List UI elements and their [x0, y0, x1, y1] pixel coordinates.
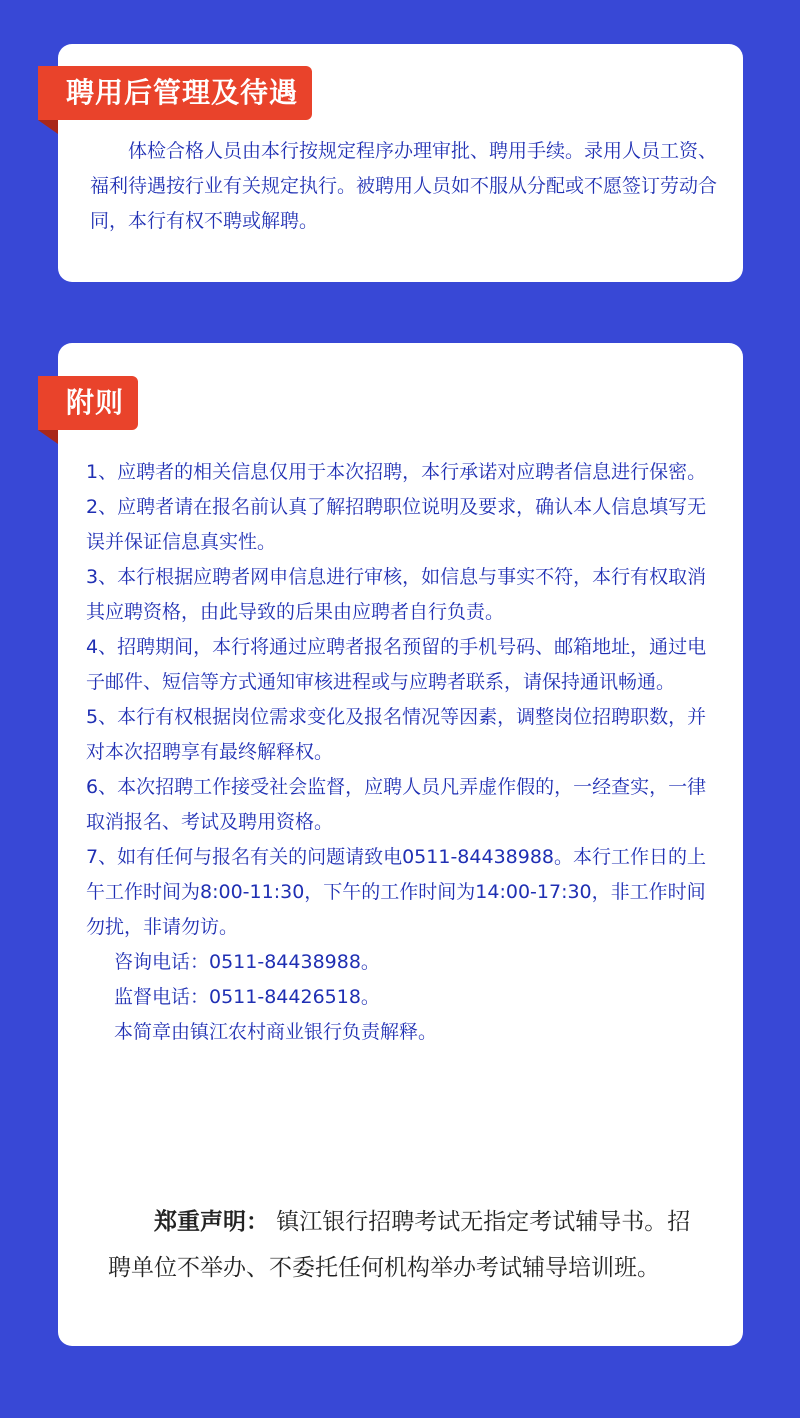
rule-item: 5、本行有权根据岗位需求变化及报名情况等因素，调整岗位招聘职数，并对本次招聘享有最终解释权。: [86, 706, 707, 763]
rules-list: [86, 455, 719, 1050]
statement-label: 郑重声明：: [154, 1208, 269, 1235]
section-title-appendix: 附则: [38, 376, 138, 430]
statement-text: 镇江银行招聘考试无指定考试辅导书。招聘单位不举办、不委托任何机构举办考试辅导培训班。: [108, 1209, 691, 1281]
consult-phone: 咨询电话：0511-84438988。: [114, 951, 380, 973]
rule-item: 3、本行根据应聘者网申信息进行审核，如信息与事实不符，本行有权取消其应聘资格，由此导致的后果由应聘者自行负责。: [86, 566, 707, 623]
solemn-statement: [108, 1199, 693, 1291]
rule-item: 1、应聘者的相关信息仅用于本次招聘，本行承诺对应聘者信息进行保密。: [86, 461, 707, 483]
rule-item: 4、招聘期间，本行将通过应聘者报名预留的手机号码、邮箱地址，通过电子邮件、短信等方式通知审核进程或与应聘者联系，请保持通讯畅通。: [86, 636, 707, 693]
rule-item: 6、本次招聘工作接受社会监督，应聘人员凡弄虚作假的，一经查实，一律取消报名、考试及聘用资格。: [86, 776, 707, 833]
supervise-phone: 监督电话：0511-84426518。: [114, 986, 380, 1008]
section-title-hiring: 聘用后管理及待遇: [38, 66, 312, 120]
interpretation-note: 本简章由镇江农村商业银行负责解释。: [114, 1021, 438, 1043]
rule-item: 7、如有任何与报名有关的问题请致电0511-84438988。本行工作日的上午工作时间为8:00-11:30，下午的工作时间为14:00-17:30，非工作时间勿扰，非请勿访。: [86, 846, 707, 938]
rule-item: 2、应聘者请在报名前认真了解招聘职位说明及要求，确认本人信息填写无误并保证信息真实性。: [86, 496, 707, 553]
appendix-card: [58, 343, 743, 1346]
hiring-paragraph: 体检合格人员由本行按规定程序办理审批、聘用手续。录用人员工资、福利待遇按行业有关规定执行。被聘用人员如不服从分配或不愿签订劳动合同，本行有权不聘或解聘。: [90, 140, 718, 232]
hiring-management-card: [58, 44, 743, 282]
